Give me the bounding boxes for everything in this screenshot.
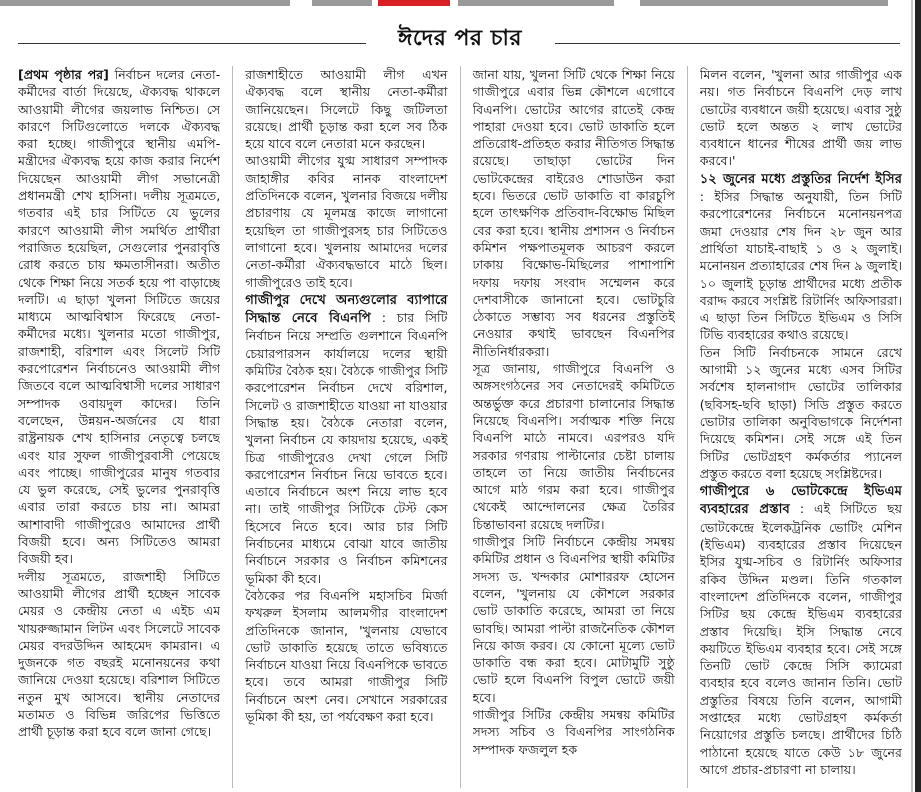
header-rule-right bbox=[555, 43, 900, 44]
top-bar-gray-right bbox=[458, 0, 614, 6]
paragraph-text: নির্বাচন দলের নেতা-কর্মীদের বার্তা দিয়েছে, ঐক্যবদ্ধ থাকলে আওয়ামী লীগের জয়লাভ নিশ্চিত। সে কারণে সিটিগুলোতে দলকে ঐক্যবদ্ধ করা হচ্ছে। গাজীপুরে স্থানীয় এমপি-মন্ত্রীদের ঐক্যবদ্ধ হয়ে কাজ করার নির্দেশ দিয়েছেন আওয়ামী লীগ সভানেত্রী প্রধানমন্ত্রী শেখ হাসিনা। দলীয় সূত্রমতে, গতবার এই চার সিটিতে যে ভুলের কারণে আওয়ামী লীগ সমর্থিত প্রার্থীরা পরাজিত হয়েছিল, সেগুলোর পুনরাবৃত্তি রোধ করতে চায় ক্ষমতাসীনরা। অতীত থেকে শিক্ষা নিয়ে সতর্ক হয়ে পা বাড়াচ্ছে দলটি। এ ছাড়া খুলনা সিটিতে জয়ের মাধ্যমে আত্মবিশ্বাস ফিরেছে নেতা-কর্মীদের মধ্যে। খুলনার মতো গাজীপুর, রাজশাহী, বরিশাল এবং সিলেট সিটি করপোরেশন নির্বাচনেও আওয়ামী লীগ জিতবে বলে আত্মবিশ্বাসী দলের সাধারণ সম্পাদক ওবায়দুল কাদের। তিনি বলেছেন, উন্নয়ন-অর্জনের যে ধারা রাষ্ট্রনায়ক শেখ হাসিনার নেতৃত্বে চলছে এবং যার সুফল গাজীপুরবাসী পেয়েছে এবং পাচ্ছে। গাজীপুরের মানুষ গতবার যে ভুল করেছে, সেই ভুলের পুনরাবৃত্তি এবার তারা করতে চায় না। আমরা আশাবাদী গাজীপুরেও আমাদের প্রার্থী বিজয়ী হবে। অন্য সিটিতেও আমরা বিজয়ী হব। bbox=[18, 67, 221, 567]
top-bar-gray-left bbox=[0, 0, 290, 6]
column-divider bbox=[460, 66, 461, 788]
page-edge-shadow bbox=[911, 0, 913, 792]
paragraph: গাজীপুর সিটি নির্বাচনে কেন্দ্রীয় সমন্বয় কমিটির প্রধান ও বিএনপির স্থায়ী কমিটির সদস্য ড. খন্দকার মোশাররফ হোসেন বলেন, 'খুলনায় যে কৌশলে সরকার ভোট ডাকাতি করেছে, আমরা তা নিয়ে ভাবছি। আমরা পাল্টা রাজনৈতিক কৌশল নিয়ে কাজ করব। যে কোনো মূল্যে ভোট ডাকাতি বন্ধ করা হবে। মোটামুটি সুষ্ঠু ভোট হলে বিএনপি বিপুল ভোটে জয়ী হবে। bbox=[472, 534, 675, 705]
top-color-bars bbox=[0, 0, 921, 8]
article-column-1 bbox=[18, 66, 220, 788]
paragraph bbox=[18, 66, 220, 568]
continued-from-marker: [প্রথম পৃষ্ঠার পর] bbox=[18, 67, 109, 82]
subheading: ১২ জুনের মধ্যে প্রস্তুতির নির্দেশ ইসির bbox=[699, 171, 902, 187]
article-column-3 bbox=[473, 66, 675, 788]
header-rule-left bbox=[18, 43, 366, 44]
article-columns bbox=[18, 66, 902, 788]
paragraph: আওয়ামী লীগের যুগ্ম সাধারণ সম্পাদক জাহাঙ্গীর কবির নানক বাংলাদেশ প্রতিদিনকে বলেন, খুলনার বিজয়ে দলীয় প্রচারণায় যে মূলমন্ত্র কাজে লাগানো হয়েছিল তা গাজীপুরসহ চার সিটিতেও লাগানো হবে। খুলনায় আমাদের দলের নেতা-কর্মীরা ঐক্যবদ্ধভাবে মাঠে ছিল। গাজীপুরেও তাই হবে। bbox=[245, 153, 448, 290]
column-divider bbox=[687, 66, 688, 788]
top-bar-red bbox=[378, 0, 450, 6]
page-edge bbox=[915, 0, 921, 792]
paragraph bbox=[700, 482, 902, 778]
paragraph: মিলন বলেন, 'খুলনা আর গাজীপুর এক নয়। গত নির্বাচনে বিএনপি দেড় লাখ ভোটের ব্যবধানে জয়ী হয়েছে। এবার সুষ্ঠু ভোট হলে অন্তত ২ লাখ ভোটের ব্যবধানে ধানের শীষের প্রার্থী জয় লাভ করবে।' bbox=[699, 67, 902, 169]
paragraph bbox=[700, 170, 902, 344]
top-bar-gray-far-right bbox=[640, 0, 888, 6]
top-bar-gray-mid bbox=[312, 0, 372, 6]
paragraph: সূত্র জানায়, গাজীপুরে বিএনপি ও অঙ্গসংগঠনের সব নেতাদেরই কমিটিতে অন্তর্ভুক্ত করে প্রচারণা চালানোর সিদ্ধান্ত নিয়েছে বিএনপি। সর্বাত্মক শক্তি নিয়ে বিএনপি মাঠে নামবে। এরপরও যদি সরকার গণরায় পাল্টানোর চেষ্টা চালায় তাহলে তা নিয়ে জাতীয় নির্বাচনের আগে মাঠ গরম করা হবে। গাজীপুর থেকেই আন্দোলনের ক্ষেত্র তৈরির চিন্তাভাবনা রয়েছে দলটির। bbox=[472, 361, 675, 532]
paragraph: তিন সিটি নির্বাচনকে সামনে রেখে আগামী ১২ জুনের মধ্যে এসব সিটির সর্বশেষ হালনাগাদ ভোটের তালিকার (ছবিসহ-ছবি ছাড়া) সিডি প্রস্তুত করতে ভোটার তালিকা অনুবিভাগকে নির্দেশনা দিয়েছে কমিশন। সেই সঙ্গে এই তিন সিটির ভোটগ্রহণ কর্মকর্তার প্যানেল প্রস্তুত করতে বলা হয়েছে সংশ্লিষ্টদের। bbox=[699, 344, 902, 481]
article-headline: ঈদের পর চার bbox=[397, 25, 523, 51]
paragraph: রাজশাহীতে আওয়ামী লীগ এখন ঐক্যবদ্ধ বলে স্থানীয় নেতা-কর্মীরা জানিয়েছেন। সিলেটে কিছু জটিলতা রয়েছে। প্রার্থী চূড়ান্ত করা হলে সব ঠিক হয়ে যাবে বলে নেতারা মনে করছেন। bbox=[245, 67, 448, 152]
article-column-2 bbox=[245, 66, 447, 788]
paragraph-text: : চার সিটি নির্বাচন নিয়ে সম্প্রতি গুলশানে বিএনপি চেয়ারপারসন কার্যালয়ে দলের স্থায়ী কমিটির বৈঠক হয়। বৈঠকে গাজীপুর সিটি করপোরেশন নির্বাচন দেখে বরিশাল, সিলেট ও রাজশাহীতে যাওয়া না যাওয়ার সিদ্ধান্ত হয়। বৈঠকে নেতারা বলেন, খুলনা নির্বাচন যে কায়দায় হয়েছে, একই চিত্র গাজীপুরেও দেখা গেলে সিটি করপোরেশন নির্বাচন নিয়ে ভাবতে হবে। এতাবে নির্বাচনে অংশ নিয়ে লাভ হবে না। তাই গাজীপুর সিটিকে টেস্ট কেস হিসেবে নিতে হবে। আর চার সিটি নির্বাচনের মাধ্যমে বোঝা যাবে জাতীয় নির্বাচনে সরকার ও নির্বাচন কমিশনের ভূমিকা কী হবে। bbox=[245, 310, 448, 586]
paragraph bbox=[245, 291, 447, 587]
paragraph: বৈঠকের পর বিএনপি মহাসচিব মির্জা ফখরুল ইসলাম আলমগীর বাংলাদেশ প্রতিদিনকে জানান, 'খুলনায় যেভাবে ভোট ডাকাতি হয়েছে তাতে ভবিষ্যতে নির্বাচনে যাওয়া নিয়ে বিএনপিকে ভাবতে হবে। তবে আমরা গাজীপুর সিটি নির্বাচনে অংশ নেব। সেখানে সরকারের ভূমিকা কী হয়, তা পর্যবেক্ষণ করা হবে। bbox=[245, 587, 448, 724]
subheading: গাজীপুর দেখে অন্যগুলোর ব্যাপারে সিদ্ধান্ত নেবে বিএনপি bbox=[245, 292, 448, 327]
paragraph: দলীয় সূত্রমতে, রাজশাহী সিটিতে আওয়ামী লীগের প্রার্থী হচ্ছেন সাবেক মেয়র ও কেন্দ্রীয় নেতা এ এইচ এম খায়রুজ্জামান লিটন এবং সিলেটে সাবেক মেয়র বদরউদ্দিন আহমেদ কামরান। এ দুজনকে গত বছরই মনোনয়নের কথা জানিয়ে দেওয়া হয়েছে। বরিশাল সিটিতে নতুন মুখ আসবে। স্থানীয় নেতাদের মতামত ও বিভিন্ন জরিপের ভিত্তিতে প্রার্থী চূড়ান্ত করা হবে বলে জানা গেছে। bbox=[18, 568, 221, 740]
paragraph: জানা যায়, খুলনা সিটি থেকে শিক্ষা নিয়ে গাজীপুরে এবার ভিন্ন কৌশলে এগোবে বিএনপি। ভোটের আগের রাতেই কেন্দ্র পাহারা দেওয়া হবে। ভোট ডাকাতি হলে প্রতিরোধ-প্রতিহত করার নীতিগত সিদ্ধান্ত রয়েছে। তাছাড়া ভোটের দিন ভোটকেন্দ্রের বাইরেও শোডাউন করা হবে। ভিতরে ভোট ডাকাতি বা কারচুপি হলে তাৎক্ষণিক প্রতিবাদ-বিক্ষোভ মিছিল বের করা হবে। স্থানীয় প্রশাসন ও নির্বাচন কমিশন পক্ষপাতমূলক আচরণ করলে ঢাকায় বিক্ষোভ-মিছিলের পাশাপাশি দফায় দফায় সংবাদ সম্মেলন করে দেশবাসীকে জানানো হবে। ভোটচুরি ঠেকাতে সম্ভাব্য সব ধরনের প্রস্তুতিই নেওয়ার কথাই ভাবছেন বিএনপির নীতিনির্ধারকরা। bbox=[472, 67, 675, 359]
subheading: গাজীপুরে ৬ ভোটকেন্দ্রে ইভিএম ব্যবহারের প্রস্তাব bbox=[699, 484, 902, 518]
paragraph-text: : ইসির সিদ্ধান্ত অনুযায়ী, তিন সিটি করপোরেশনের নির্বাচনে মনোনয়নপত্র জমা দেওয়ার শেষ দিন ২৮ জুন আর প্রার্থিতা যাচাই-বাছাই ১ ও ২ জুলাই। মনোনয়ন প্রত্যাহারের শেষ দিন ৯ জুলাই। ১০ জুলাই চূড়ান্ত প্রার্থীদের মধ্যে প্রতীক বরাদ্দ করবে সংশ্লিষ্ট রিটার্নিং অফিসাররা। এ ছাড়া তিন সিটিতে ইভিএম ও সিসি টিভি ব্যবহারের কথাও রয়েছে। bbox=[699, 189, 902, 343]
paragraph-text: : এই সিটিতে ছয় ভোটকেন্দ্রে ইলেকট্রনিক ভোটিং মেশিন (ইভিএম) ব্যবহারের প্রস্তাব দিয়েছেন ইসির যুগ্ম-সচিব ও রিটার্নিং অফিসার রকিব উদ্দিন মণ্ডল। তিনি গতকাল বাংলাদেশ প্রতিদিনকে বলেন, গাজীপুর সিটির ছয় কেন্দ্রে ইভিএম ব্যবহারের প্রস্তাব দিয়েছি। ইসি সিদ্ধান্ত নেবে কয়টিতে ইভিএম ব্যবহার হবে। সেই সঙ্গে তিনটি ভোট কেন্দ্রে সিসি ক্যামেরা ব্যবহার হবে বলেও জানান তিনি। ভোট প্রস্তুতির বিষয়ে তিনি বলেন, আগামী সপ্তাহের মধ্যে ভোটগ্রহণ কর্মকর্তা নিয়োগের প্রস্তুতি চলছে। প্রার্থীদের চিঠি পাঠানো হয়েছে যাতে কেউ ১৮ জুনের আগে প্রচার-প্রচারণা না চালায়। bbox=[699, 501, 902, 777]
article-column-4 bbox=[700, 66, 902, 788]
paragraph: গাজীপুর সিটির কেন্দ্রীয় সমন্বয় কমিটির সদস্য সচিব ও বিএনপির সাংগঠনিক সম্পাদক ফজলুল হক bbox=[472, 706, 675, 757]
column-divider bbox=[232, 66, 233, 788]
